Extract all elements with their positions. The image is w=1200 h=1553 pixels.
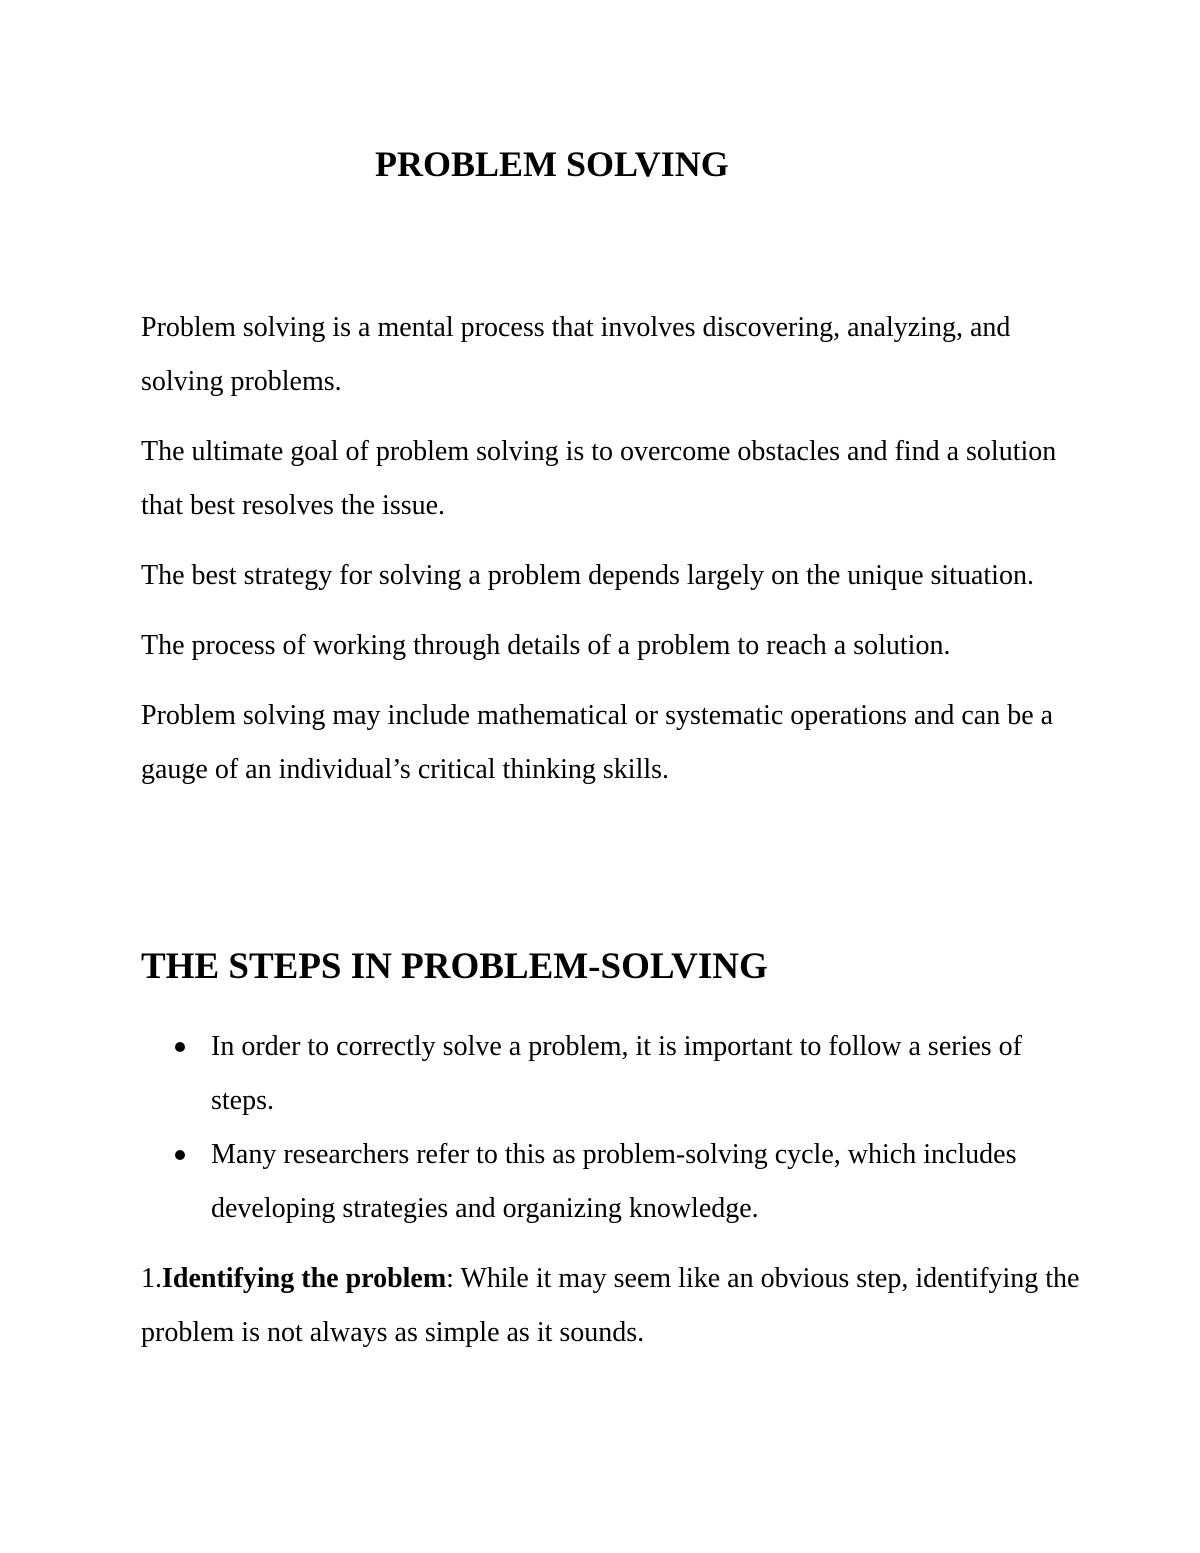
paragraph: The best strategy for solving a problem depends largely on the unique situation. xyxy=(141,560,1034,591)
section-heading: THE STEPS IN PROBLEM-SOLVING xyxy=(141,946,768,987)
step-number: 1. xyxy=(141,1263,162,1294)
step-item xyxy=(141,1252,1081,1360)
paragraph: The process of working through details of a problem to reach a solution. xyxy=(141,630,951,661)
page-title: PROBLEM SOLVING xyxy=(375,144,729,184)
list-item xyxy=(141,1020,1081,1128)
list-item-text: In order to correctly solve a problem, it is important to follow a series of steps. xyxy=(211,1031,1023,1116)
paragraph: Problem solving is a mental process that involves discovering, analyzing, and solving problems. xyxy=(141,312,1011,397)
intro-paragraphs xyxy=(141,301,1081,813)
paragraph: The ultimate goal of problem solving is to overcome obstacles and find a solution that best resolves the issue. xyxy=(141,436,1057,521)
bullet-icon xyxy=(175,1150,185,1160)
step-text: : While it may seem like an obvious step, identifying the problem is not always as simple as it sounds. xyxy=(141,1263,1080,1348)
list-item-text: Many researchers refer to this as problem-solving cycle, which includes developing strategies and organizing knowledge. xyxy=(211,1139,1017,1224)
paragraph: Problem solving may include mathematical or systematic operations and can be a gauge of an individual’s critical thinking skills. xyxy=(141,700,1054,785)
step-term: Identifying the problem xyxy=(162,1263,447,1294)
list-item xyxy=(141,1128,1081,1236)
bullet-list xyxy=(141,1020,1081,1236)
bullet-icon xyxy=(175,1042,185,1052)
